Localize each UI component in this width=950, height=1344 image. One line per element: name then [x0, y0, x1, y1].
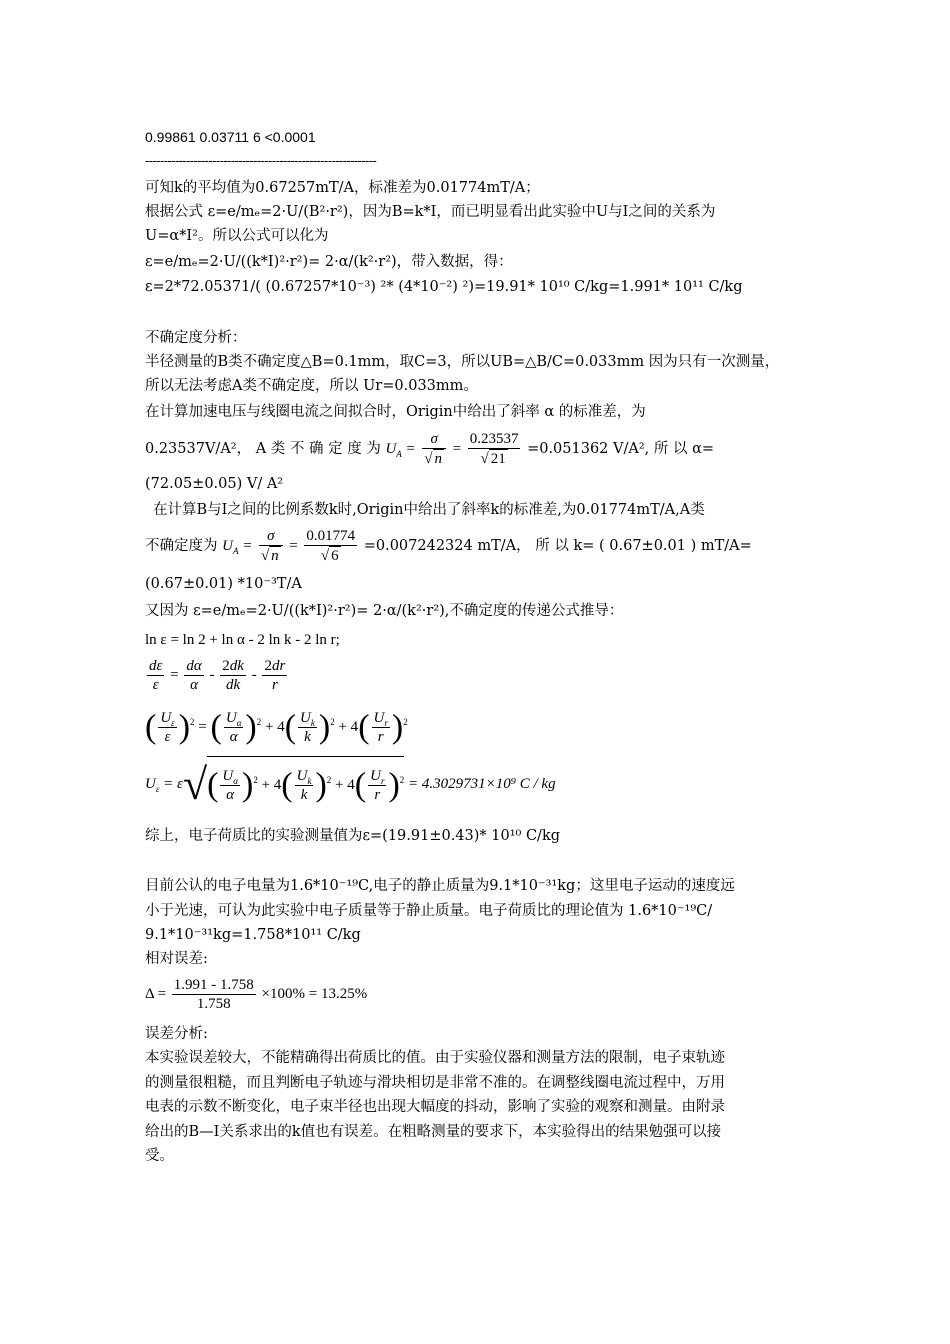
propagation-intro: 又因为 ε=e/mₑ=2·U/((k*I)²·r²)= 2·α/(k²·r²),不确定度的传递公式推导：: [145, 603, 624, 619]
alpha-line-2: 0.23537V/A²， A 类 不 确 定 度 为 $U_A$ = $\frac{\sigma}{√ n}$ = $\frac{0.23537}{√ 21}$ =0.051362 V/A², 所 以 α=: [145, 431, 715, 467]
k-ua-result: =0.007242324 mT/A，: [363, 538, 531, 554]
alpha-line-3: (72.05±0.05) V/ A²: [145, 476, 284, 492]
relative-error-equation: Δ = $\frac{1.991 - 1.758}{1.758}$ ×100% = 13.25%: [145, 977, 368, 1013]
k-sigma-value: 0.01774: [306, 528, 356, 544]
relative-error-numerator: 1.991 - 1.758: [173, 977, 254, 994]
theory-line-3: 9.1*10⁻³¹kg=1.758*10¹¹ C/kg: [145, 927, 361, 943]
ln-equation: ln ε = ln 2 + ln α - 2 ln k - 2 ln r;: [145, 632, 340, 648]
k-line-2: 不确定度为 $U_A$ = $\frac{\sigma}{√ n}$ = $\frac{0.01774}{√ 6}$ =0.007242324 mT/A， 所 以 k= ( 0.67±0.01 ) mT/A=: [145, 528, 752, 564]
error-analysis-title: 误差分析:: [145, 1026, 208, 1042]
error-line: 的测量很粗糙，而且判断电子轨迹与滑块相切是非常不准的。在调整线圈电流过程中，万用: [145, 1075, 725, 1091]
k-value-fraction: [304, 527, 357, 565]
relative-error-result: ×100% = 13.25%: [261, 986, 368, 1002]
ub-line-1: 半径测量的B类不确定度△B=0.1mm，取C=3，所以UB=△B/C=0.033mm 因为只有一次测量，: [145, 354, 780, 370]
relative-error-denominator: 1.758: [196, 996, 231, 1013]
k-line-2-text: 不确定度为: [145, 538, 218, 554]
sqrt-sign-icon: √: [480, 451, 489, 467]
formula-relation: U=α*I²。所以公式可以化为: [145, 228, 329, 244]
alpha-sigma-value: 0.23537: [469, 431, 519, 447]
u-epsilon-result: = 4.3029731×10⁹ C / kg: [408, 776, 556, 793]
u-epsilon-equation: $U_\varepsilon = \varepsilon√$( $\frac{U_\alpha}{\alpha}$ )$^2$ + 4( $\frac{U_k}{k}$ )$^2$ + 4( $\frac{U_r}{r}$ )$^2$ = 4.3029731×10⁹ C / kg: [145, 756, 556, 814]
k-sigma-fraction: $\frac{\sigma}{√ n}$: [259, 527, 283, 565]
sqrt-sign-icon: √: [260, 548, 270, 564]
error-line: 本实验误差较大，不能精确得出荷质比的值。由于实验仪器和测量方法的限制，电子束轨迹: [145, 1050, 725, 1066]
formula-intro: 根据公式 ε=e/mₑ=2·U/(B²·r²)，因为B=k*I，而已明显看出此实验中U与I之间的关系为: [145, 204, 716, 220]
stats-row: 0.99861 0.03711 6 <0.0001: [145, 129, 316, 145]
theory-line-2: 小于光速，可认为此实验中电子质量等于静止质量。电子荷质比的理论值为 1.6*10⁻¹⁹C/: [145, 903, 713, 919]
ua-sigma-fraction: $\frac{\sigma}{√ n}$: [422, 430, 446, 468]
relative-error-title: 相对误差:: [145, 951, 208, 967]
formula-calculation: ε=2*72.05371/( (0.67257*10⁻³) ²* (4*10⁻²) ²)=19.91* 10¹⁰ C/kg=1.991* 10¹¹ C/kg: [145, 279, 743, 295]
k-mean-text: 可知k的平均值为0.67257mT/A，标准差为0.01774mT/A；: [145, 180, 540, 196]
alpha-line-1: 在计算加速电压与线圈电流之间拟合时，Origin中给出了斜率 α 的标准差，为: [145, 404, 646, 420]
alpha-n-value: 21: [490, 451, 506, 467]
sqrt-sign-icon: √: [424, 451, 433, 467]
uncertainty-title: 不确定度分析：: [145, 330, 247, 346]
ua-symbol: $U_A$ =: [222, 538, 253, 556]
sqrt-sign-icon: √: [182, 759, 208, 809]
alpha-line-2-tail: 所 以 α=: [653, 441, 715, 457]
sqrt-sign-icon: √: [320, 548, 330, 564]
ua-value-fraction: [468, 430, 521, 468]
separator-line: --------------------------------------------------------------: [145, 153, 377, 168]
derivative-equation: $\frac{d\varepsilon}{\varepsilon}$ = $\frac{d\alpha}{\alpha}$ - $\frac{2dk}{dk}$ - $\frac{2dr}{r}$: [149, 658, 286, 694]
theory-line-1: 目前公认的电子电量为1.6*10⁻¹⁹C,电子的静止质量为9.1*10⁻³¹kg；这里电子运动的速度远: [145, 878, 735, 894]
ua-symbol: $U_A$ =: [385, 441, 416, 459]
alpha-line-2-text: 0.23537V/A²， A 类 不 确 定 度 为: [145, 441, 381, 457]
error-line: 给出的B—I关系求出的k值也有误差。在粗略测量的要求下，本实验得出的结果勉强可以接: [145, 1124, 722, 1140]
error-line: 电表的示数不断变化，电子束半径也出现大幅度的抖动，影响了实验的观察和测量。由附录: [145, 1099, 725, 1115]
formula-substitution: ε=e/mₑ=2·U/((k*I)²·r²)= 2·α/(k²·r²)，带入数据，得：: [145, 254, 513, 270]
k-line-1: 在计算B与I之间的比例系数k时,Origin中给出了斜率k的标准差,为0.01774mT/A,A类: [153, 502, 705, 518]
conclusion-text: 综上，电子荷质比的实验测量值为ε=(19.91±0.43)* 10¹⁰ C/kg: [145, 828, 561, 844]
error-line: 受。: [145, 1148, 174, 1164]
squared-uncertainty-equation: ( $\frac{U_\varepsilon}{\varepsilon}$ )$^2$ = ( $\frac{U_\alpha}{\alpha}$ )$^2$ + 4( $\frac{U_k}{k}$ )$^2$ + 4( $\frac{U_r}{r}$ )$^2$: [145, 708, 408, 746]
k-line-3: (0.67±0.01) *10⁻³T/A: [145, 576, 302, 592]
ub-line-2: 所以无法考虑A类不确定度，所以 Ur=0.033mm。: [145, 378, 478, 394]
k-n-value: 6: [331, 548, 339, 564]
k-line-2-tail: 所 以 k= ( 0.67±0.01 ) mT/A=: [535, 538, 752, 554]
alpha-ua-result: =0.051362 V/A²,: [527, 441, 650, 457]
